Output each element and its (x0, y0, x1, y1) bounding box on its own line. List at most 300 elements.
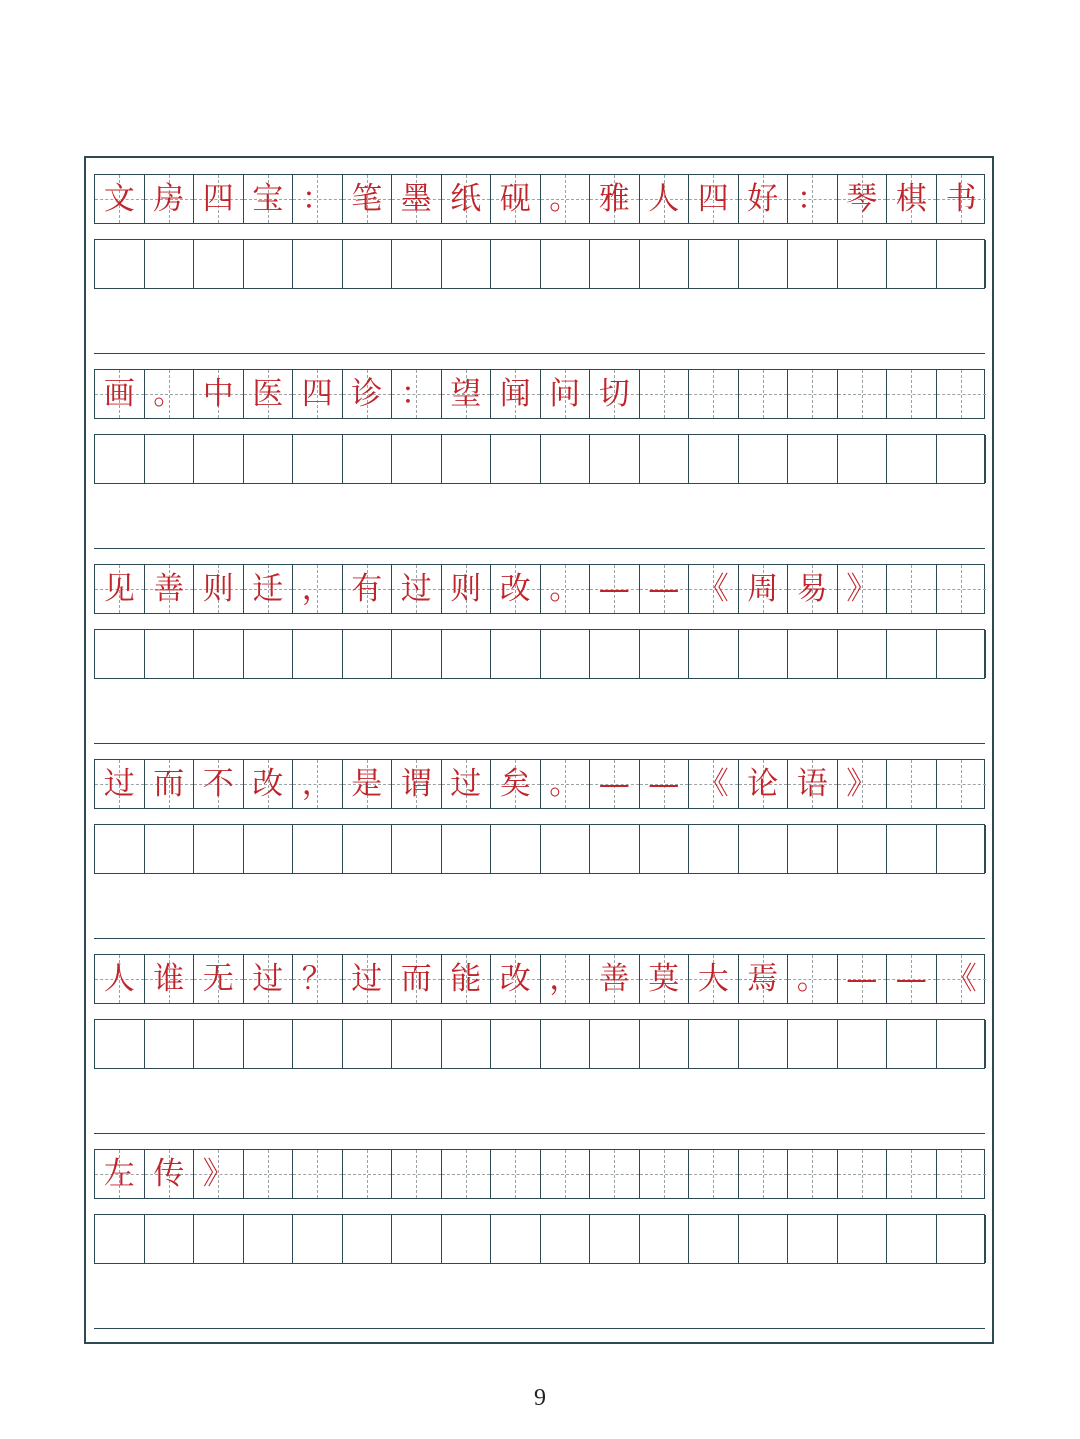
guide-cell (590, 955, 640, 1003)
model-character (937, 760, 987, 808)
model-character: 善 (598, 960, 630, 997)
writing-cell[interactable] (145, 1215, 195, 1263)
model-character: ： (301, 180, 333, 217)
guide-cell (293, 1150, 343, 1198)
guide-cell (887, 1150, 937, 1198)
model-character: 宝 (252, 180, 284, 217)
writing-cell[interactable] (838, 825, 888, 873)
writing-cell[interactable] (392, 435, 442, 483)
model-character: 棋 (895, 180, 927, 217)
guide-cell (392, 370, 442, 418)
guide-cell (541, 760, 591, 808)
writing-cell[interactable] (541, 240, 591, 288)
guide-cell (788, 955, 838, 1003)
writing-cell[interactable] (293, 1020, 343, 1068)
writing-cell[interactable] (887, 825, 937, 873)
writing-cell[interactable] (95, 825, 145, 873)
writing-cell[interactable] (788, 825, 838, 873)
guide-row (94, 1149, 985, 1199)
guide-cell (590, 175, 640, 223)
writing-cell[interactable] (590, 825, 640, 873)
writing-cell[interactable] (194, 1215, 244, 1263)
writing-cell[interactable] (788, 240, 838, 288)
model-character: 纸 (450, 180, 482, 217)
model-character: 过 (450, 765, 482, 802)
model-character (640, 1150, 689, 1198)
practice-section (94, 174, 985, 354)
guide-cell (937, 175, 987, 223)
model-character: 人 (648, 180, 680, 217)
model-character: ， (549, 960, 581, 997)
model-character: 》 (846, 765, 878, 802)
model-character (689, 370, 738, 418)
writing-cell[interactable] (293, 630, 343, 678)
guide-cell (590, 565, 640, 613)
practice-section (94, 369, 985, 549)
writing-cell[interactable] (392, 240, 442, 288)
guide-cell (491, 1150, 541, 1198)
model-character (887, 760, 936, 808)
model-character: 望 (450, 375, 482, 412)
practice-row[interactable] (94, 824, 985, 874)
model-character: 》 (846, 570, 878, 607)
writing-cell[interactable] (689, 240, 739, 288)
model-character (937, 370, 987, 418)
model-character: 墨 (400, 180, 432, 217)
practice-row[interactable] (94, 1214, 985, 1264)
guide-cell (739, 760, 789, 808)
writing-cell[interactable] (491, 435, 541, 483)
writing-cell[interactable] (689, 825, 739, 873)
model-character: 好 (747, 180, 779, 217)
model-character (293, 1150, 342, 1198)
model-character (689, 1150, 738, 1198)
writing-cell[interactable] (788, 1215, 838, 1263)
model-character: 琴 (846, 180, 878, 217)
practice-row[interactable] (94, 1019, 985, 1069)
guide-cell (838, 175, 888, 223)
guide-cell (293, 955, 343, 1003)
model-character: 《 (945, 960, 977, 997)
writing-cell[interactable] (95, 1020, 145, 1068)
writing-cell[interactable] (838, 630, 888, 678)
guide-cell (788, 1150, 838, 1198)
guide-cell (491, 760, 541, 808)
writing-cell[interactable] (293, 825, 343, 873)
writing-cell[interactable] (937, 435, 987, 483)
writing-cell[interactable] (887, 435, 937, 483)
model-character (442, 1150, 491, 1198)
guide-row (94, 369, 985, 419)
model-character: 文 (103, 180, 135, 217)
writing-cell[interactable] (95, 1215, 145, 1263)
guide-cell (392, 760, 442, 808)
writing-cell[interactable] (442, 240, 492, 288)
model-character: 是 (351, 765, 383, 802)
writing-cell[interactable] (937, 240, 987, 288)
guide-cell (194, 565, 244, 613)
model-character (739, 1150, 788, 1198)
guide-cell (640, 760, 690, 808)
guide-cell (442, 1150, 492, 1198)
writing-cell[interactable] (293, 435, 343, 483)
model-character (640, 370, 689, 418)
writing-cell[interactable] (590, 435, 640, 483)
guide-cell (194, 370, 244, 418)
guide-cell (640, 565, 690, 613)
guide-cell (442, 370, 492, 418)
writing-cell[interactable] (739, 435, 789, 483)
writing-cell[interactable] (689, 1020, 739, 1068)
guide-cell (590, 760, 640, 808)
practice-section (94, 954, 985, 1134)
practice-section (94, 759, 985, 939)
writing-line (94, 548, 985, 549)
guide-cell (689, 955, 739, 1003)
writing-cell[interactable] (343, 435, 393, 483)
guide-cell (689, 1150, 739, 1198)
practice-row[interactable] (94, 629, 985, 679)
model-character (937, 565, 987, 613)
model-character (590, 1150, 639, 1198)
model-character: 》 (202, 1155, 234, 1192)
model-character: — (598, 570, 630, 607)
writing-cell[interactable] (640, 825, 690, 873)
guide-cell (293, 175, 343, 223)
guide-cell (689, 565, 739, 613)
model-character: 无 (202, 960, 234, 997)
model-character: — (598, 765, 630, 802)
guide-cell (788, 175, 838, 223)
model-character: 过 (400, 570, 432, 607)
model-character: 医 (252, 375, 284, 412)
guide-cell (739, 1150, 789, 1198)
guide-cell (689, 175, 739, 223)
writing-cell[interactable] (739, 630, 789, 678)
guide-cell (244, 1150, 294, 1198)
practice-row[interactable] (94, 239, 985, 289)
model-character: 雅 (598, 180, 630, 217)
model-character (788, 370, 837, 418)
writing-line (94, 938, 985, 939)
model-character: 矣 (499, 765, 531, 802)
writing-cell[interactable] (541, 1020, 591, 1068)
writing-cell[interactable] (392, 1215, 442, 1263)
writing-cell[interactable] (244, 1215, 294, 1263)
guide-cell (392, 955, 442, 1003)
model-character: 画 (103, 375, 135, 412)
model-character: ： (796, 180, 828, 217)
model-character: 莫 (648, 960, 680, 997)
model-character: ： (400, 375, 432, 412)
model-character: 有 (351, 570, 383, 607)
writing-cell[interactable] (343, 240, 393, 288)
guide-cell (145, 175, 195, 223)
writing-cell[interactable] (689, 435, 739, 483)
writing-cell[interactable] (194, 1020, 244, 1068)
writing-cell[interactable] (95, 435, 145, 483)
model-character: 论 (747, 765, 779, 802)
guide-cell (95, 370, 145, 418)
writing-cell[interactable] (739, 240, 789, 288)
guide-cell (838, 370, 888, 418)
guide-cell (887, 175, 937, 223)
writing-cell[interactable] (937, 1215, 987, 1263)
guide-cell (491, 175, 541, 223)
writing-cell[interactable] (937, 1020, 987, 1068)
guide-cell (739, 565, 789, 613)
writing-cell[interactable] (590, 1020, 640, 1068)
guide-cell (491, 370, 541, 418)
writing-cell[interactable] (343, 630, 393, 678)
guide-cell (838, 955, 888, 1003)
guide-row (94, 564, 985, 614)
model-character: 房 (153, 180, 185, 217)
guide-row (94, 174, 985, 224)
guide-cell (689, 760, 739, 808)
guide-cell (244, 565, 294, 613)
model-character: 问 (549, 375, 581, 412)
guide-cell (640, 370, 690, 418)
guide-cell (145, 370, 195, 418)
writing-cell[interactable] (739, 1215, 789, 1263)
writing-cell[interactable] (491, 240, 541, 288)
guide-cell (887, 955, 937, 1003)
guide-cell (491, 955, 541, 1003)
writing-cell[interactable] (343, 1215, 393, 1263)
model-character: 大 (697, 960, 729, 997)
writing-cell[interactable] (788, 1020, 838, 1068)
writing-cell[interactable] (145, 240, 195, 288)
guide-cell (838, 1150, 888, 1198)
writing-cell[interactable] (640, 240, 690, 288)
guide-cell (244, 955, 294, 1003)
writing-cell[interactable] (491, 630, 541, 678)
model-character: 人 (103, 960, 135, 997)
model-character: 过 (103, 765, 135, 802)
writing-cell[interactable] (689, 1215, 739, 1263)
model-character: 《 (697, 570, 729, 607)
writing-cell[interactable] (491, 825, 541, 873)
guide-cell (194, 1150, 244, 1198)
model-character: 迁 (252, 570, 284, 607)
guide-cell (343, 175, 393, 223)
writing-cell[interactable] (145, 630, 195, 678)
guide-cell (293, 370, 343, 418)
guide-cell (194, 175, 244, 223)
guide-cell (392, 1150, 442, 1198)
guide-cell (689, 370, 739, 418)
guide-cell (937, 370, 987, 418)
model-character: 改 (252, 765, 284, 802)
model-character: 闻 (499, 375, 531, 412)
model-character: 谁 (153, 960, 185, 997)
writing-cell[interactable] (244, 825, 294, 873)
writing-cell[interactable] (838, 1020, 888, 1068)
writing-cell[interactable] (541, 1215, 591, 1263)
writing-line (94, 1328, 985, 1329)
writing-cell[interactable] (343, 825, 393, 873)
practice-section (94, 564, 985, 744)
writing-cell[interactable] (887, 1020, 937, 1068)
writing-cell[interactable] (244, 240, 294, 288)
model-character (343, 1150, 392, 1198)
guide-cell (541, 370, 591, 418)
writing-cell[interactable] (590, 630, 640, 678)
guide-cell (145, 955, 195, 1003)
guide-cell (95, 760, 145, 808)
model-character (887, 1150, 936, 1198)
model-character: ， (301, 570, 333, 607)
model-character: 四 (697, 180, 729, 217)
writing-cell[interactable] (739, 1020, 789, 1068)
writing-cell[interactable] (640, 1020, 690, 1068)
guide-cell (95, 175, 145, 223)
writing-cell[interactable] (541, 825, 591, 873)
writing-cell[interactable] (392, 1020, 442, 1068)
model-character (937, 1150, 987, 1198)
model-character: 谓 (400, 765, 432, 802)
model-character: 而 (400, 960, 432, 997)
writing-cell[interactable] (689, 630, 739, 678)
writing-cell[interactable] (145, 435, 195, 483)
writing-cell[interactable] (788, 435, 838, 483)
model-character: 四 (202, 180, 234, 217)
writing-cell[interactable] (442, 435, 492, 483)
model-character: 中 (202, 375, 234, 412)
guide-cell (442, 565, 492, 613)
writing-cell[interactable] (145, 1020, 195, 1068)
model-character: 改 (499, 570, 531, 607)
guide-cell (491, 565, 541, 613)
writing-cell[interactable] (788, 630, 838, 678)
practice-section (94, 1149, 985, 1329)
model-character: 而 (153, 765, 185, 802)
guide-cell (739, 370, 789, 418)
model-character (491, 1150, 540, 1198)
model-character: 。 (549, 765, 581, 802)
writing-cell[interactable] (887, 240, 937, 288)
writing-cell[interactable] (887, 630, 937, 678)
writing-cell[interactable] (194, 630, 244, 678)
writing-cell[interactable] (442, 825, 492, 873)
model-character: 改 (499, 960, 531, 997)
writing-cell[interactable] (343, 1020, 393, 1068)
guide-cell (937, 1150, 987, 1198)
guide-cell (442, 955, 492, 1003)
writing-cell[interactable] (838, 435, 888, 483)
guide-cell (590, 370, 640, 418)
guide-cell (590, 1150, 640, 1198)
model-character: 过 (351, 960, 383, 997)
model-character: 。 (549, 570, 581, 607)
model-character: 《 (697, 765, 729, 802)
guide-cell (194, 760, 244, 808)
writing-cell[interactable] (244, 630, 294, 678)
writing-cell[interactable] (194, 435, 244, 483)
guide-cell (293, 760, 343, 808)
model-character (788, 1150, 837, 1198)
model-character (244, 1150, 293, 1198)
guide-cell (343, 955, 393, 1003)
guide-cell (244, 370, 294, 418)
model-character (838, 370, 887, 418)
writing-cell[interactable] (194, 240, 244, 288)
writing-cell[interactable] (442, 1215, 492, 1263)
guide-cell (640, 1150, 690, 1198)
model-character: 周 (747, 570, 779, 607)
practice-row[interactable] (94, 434, 985, 484)
model-character: — (648, 570, 680, 607)
writing-cell[interactable] (244, 1020, 294, 1068)
writing-cell[interactable] (194, 825, 244, 873)
writing-cell[interactable] (442, 630, 492, 678)
writing-cell[interactable] (937, 630, 987, 678)
guide-cell (442, 175, 492, 223)
writing-cell[interactable] (838, 1215, 888, 1263)
writing-cell[interactable] (640, 435, 690, 483)
writing-cell[interactable] (392, 630, 442, 678)
writing-cell[interactable] (937, 825, 987, 873)
guide-cell (343, 760, 393, 808)
writing-cell[interactable] (491, 1020, 541, 1068)
model-character (739, 370, 788, 418)
writing-cell[interactable] (838, 240, 888, 288)
model-character: 书 (945, 180, 977, 217)
writing-cell[interactable] (95, 630, 145, 678)
guide-cell (244, 760, 294, 808)
model-character: ， (301, 765, 333, 802)
writing-cell[interactable] (145, 825, 195, 873)
writing-line (94, 743, 985, 744)
writing-cell[interactable] (293, 240, 343, 288)
model-character (887, 565, 936, 613)
writing-cell[interactable] (293, 1215, 343, 1263)
model-character: 见 (103, 570, 135, 607)
writing-cell[interactable] (640, 630, 690, 678)
guide-cell (838, 565, 888, 613)
writing-cell[interactable] (95, 240, 145, 288)
writing-cell[interactable] (244, 435, 294, 483)
model-character: 切 (598, 375, 630, 412)
guide-cell (145, 565, 195, 613)
guide-cell (95, 565, 145, 613)
model-character (838, 1150, 887, 1198)
guide-cell (887, 760, 937, 808)
guide-cell (640, 955, 690, 1003)
guide-cell (343, 565, 393, 613)
model-character: — (895, 960, 927, 997)
writing-cell[interactable] (739, 825, 789, 873)
writing-cell[interactable] (541, 435, 591, 483)
guide-cell (95, 955, 145, 1003)
model-character: 。 (549, 180, 581, 217)
model-character (392, 1150, 441, 1198)
writing-cell[interactable] (590, 240, 640, 288)
guide-cell (788, 760, 838, 808)
writing-cell[interactable] (887, 1215, 937, 1263)
guide-cell (244, 175, 294, 223)
writing-line (94, 353, 985, 354)
writing-cell[interactable] (392, 825, 442, 873)
guide-cell (887, 370, 937, 418)
writing-cell[interactable] (442, 1020, 492, 1068)
writing-cell[interactable] (640, 1215, 690, 1263)
writing-cell[interactable] (590, 1215, 640, 1263)
guide-cell (788, 370, 838, 418)
writing-cell[interactable] (491, 1215, 541, 1263)
writing-cell[interactable] (541, 630, 591, 678)
